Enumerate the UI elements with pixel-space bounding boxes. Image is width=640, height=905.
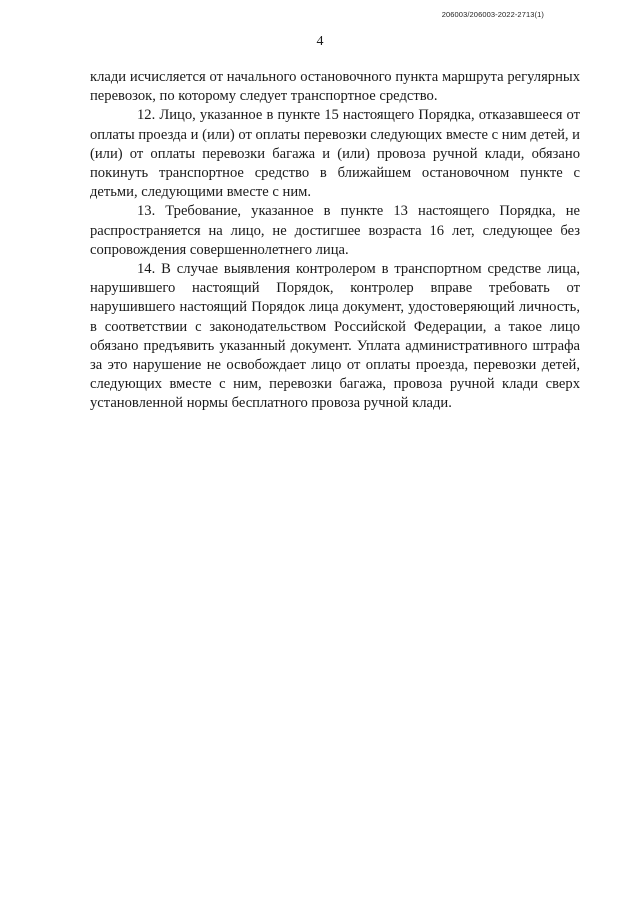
document-body [90, 68, 580, 414]
document-id: 206003/206003-2022-2713(1) [441, 10, 544, 19]
paragraph-continuation: клади исчисляется от начального остановочного пункта маршрута регулярных перевозок, по которому следует транспортное средство. [90, 69, 580, 105]
paragraph-13: 13. Требование, указанное в пункте 13 настоящего Порядка, не распространяется на лицо, не достигшее возраста 16 лет, следующее без сопровождения совершеннолетнего лица. [90, 203, 580, 258]
paragraph-12: 12. Лицо, указанное в пункте 15 настоящего Порядка, отказавшееся от оплаты проезда и (или) от оплаты перевозки следующих вместе с ним детей, и (или) от оплаты перевозки багажа и (или) провоза ручной клади, обязано покинуть транспортное средство в ближайшем остановочном пункте с детьми, следующими вместе с ним. [90, 107, 580, 201]
paragraph-14: 14. В случае выявления контролером в транспортном средстве лица, нарушившего настоящий Порядок, контролер вправе требовать от нарушившего настоящий Порядок лица документ, удостоверяющий личность, в соответствии с законодательством Российской Федерации, а такое лицо обязано предъявить указанный документ. Уплата административного штрафа за это нарушение не освобождает лицо от оплаты проезда, перевозки детей, следующих вместе с ним, перевозки багажа, провоза ручной клади сверх установленной нормы бесплатного провоза ручной клади. [90, 261, 580, 412]
page-number: 4 [316, 34, 324, 49]
